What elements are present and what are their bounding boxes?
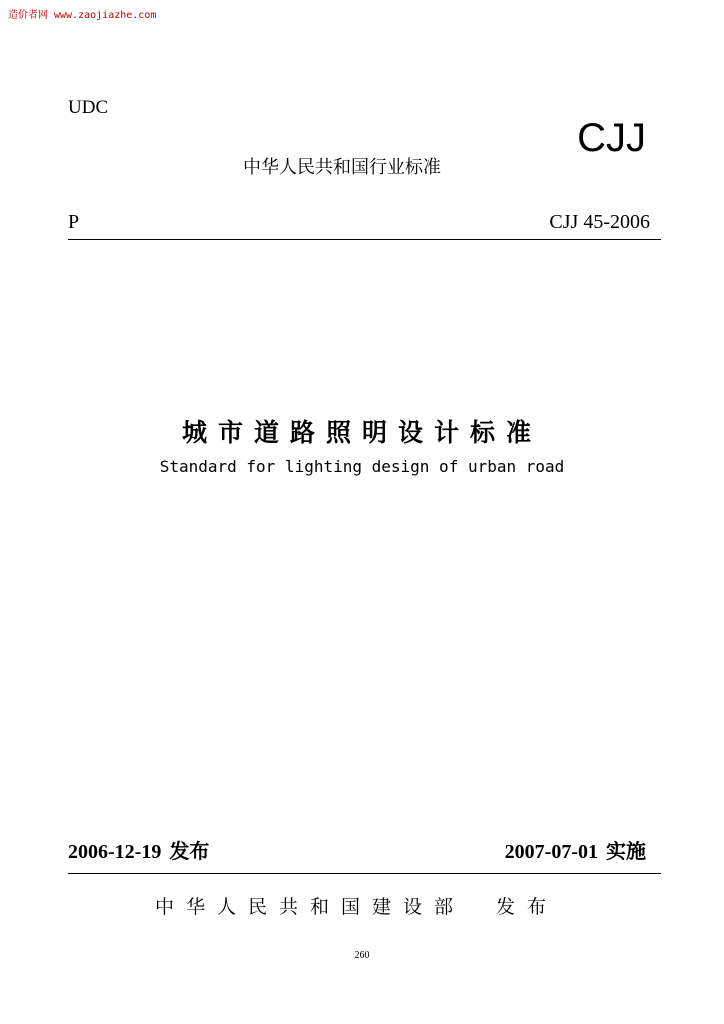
standard-number: CJJ 45-2006 [549,211,650,233]
issue-date: 2006-12-19 [68,841,162,863]
implement-date: 2007-07-01 [504,841,598,863]
watermark: 造价者网 www.zaojiazhe.com [8,10,157,21]
issue-date-block [68,835,209,864]
document-title-cn: 城市道路照明设计标准 [181,418,542,447]
udc-label: UDC [68,97,109,118]
page-number: 260 [354,950,370,961]
implement-label: 实施 [606,839,646,863]
implement-date-block [505,835,646,864]
issue-label: 发布 [169,839,210,863]
publisher: 中华人民共和国建设部 发布 [155,896,559,918]
bottom-divider [68,873,661,874]
national-standard-label: 中华人民共和国行业标准 [243,157,441,178]
top-divider [68,239,661,240]
cjj-logo: CJJ [577,116,646,160]
document-title-en: Standard for lighting design of urban road [159,457,565,476]
category-code: P [68,211,80,233]
